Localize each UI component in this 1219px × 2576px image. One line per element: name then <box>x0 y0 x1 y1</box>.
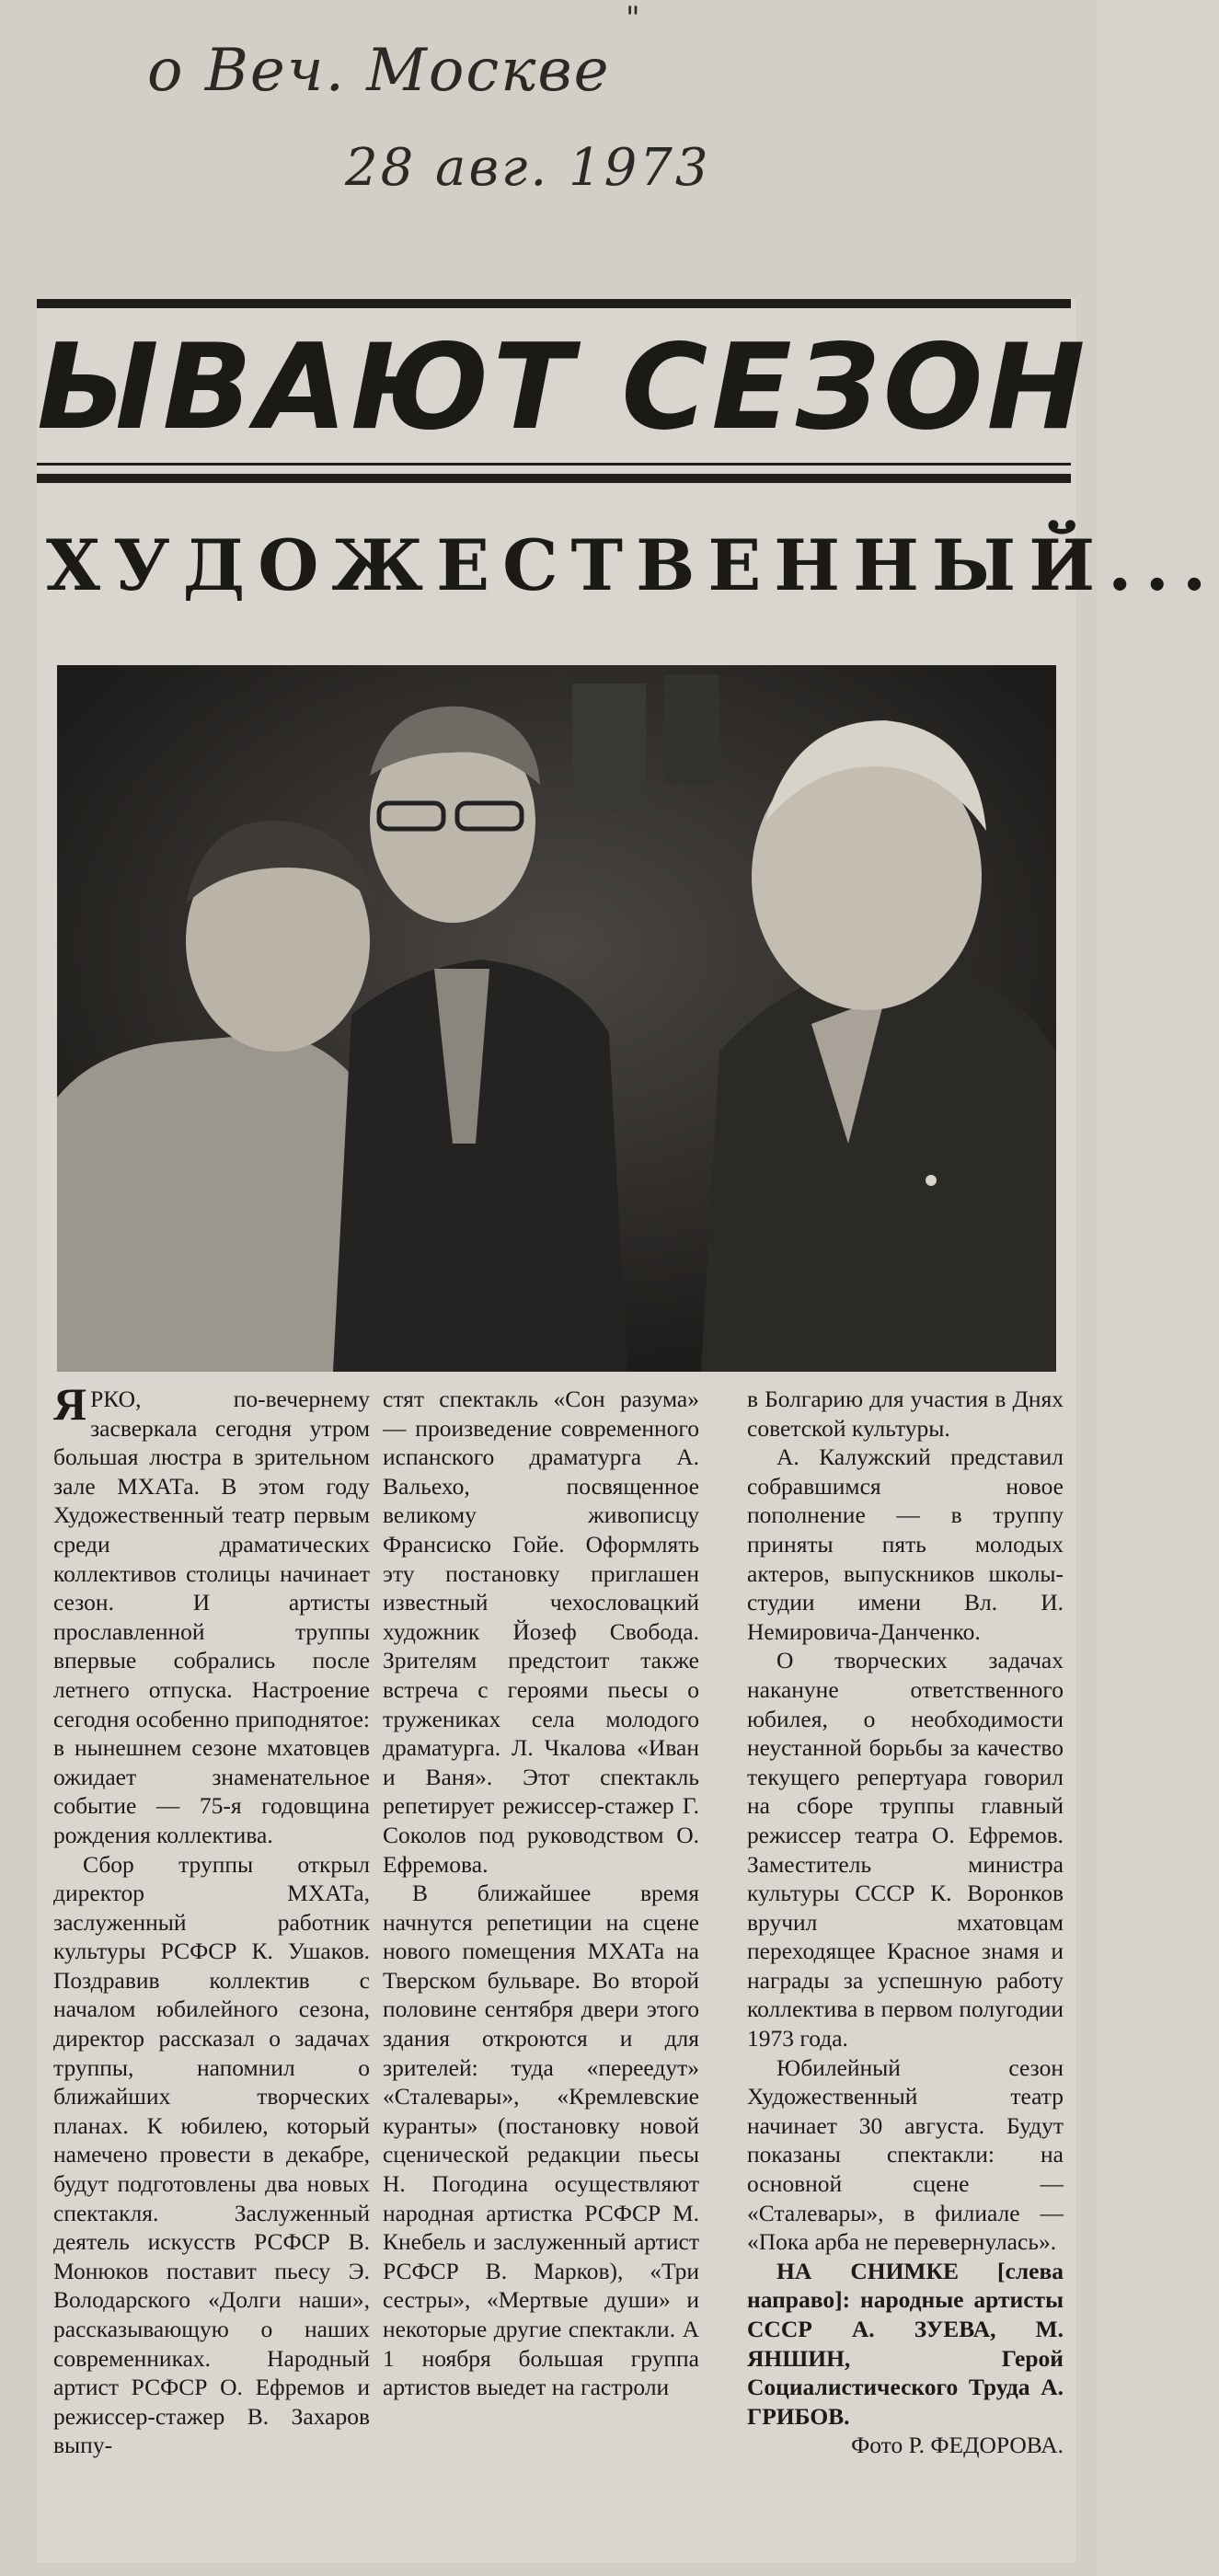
photo-caption: НА СНИМКЕ [слева направо]: народные артисты СССР А. ЗУЕВА, М. ЯНШИН, Герой Социалистического Труда А. ГРИБОВ. <box>747 2257 1064 2430</box>
handwritten-date: 28 авг. 1973 <box>345 138 711 198</box>
article-column-2 <box>383 1385 699 2535</box>
paragraph: Юбилейный сезон Художественный театр начинает 30 августа. Будут показаны спектакли: на основной сцене — «Сталевары», в филиале — «Пока арба не перевернулась». <box>747 2053 1064 2256</box>
handwritten-mark: " <box>626 0 640 37</box>
paragraph: А. Калужский представил собравшимся новое пополнение — в труппу приняты пять молодых актеров, выпускников школы-студии имени Вл. И. Немировича-Данченко. <box>747 1443 1064 1645</box>
photo-image <box>57 665 1056 1372</box>
headline: ЫВАЮТ СЕЗОН <box>37 319 1089 456</box>
drop-cap: Я <box>53 1378 87 1430</box>
paragraph: Сбор труппы открыл директор МХАТа, заслуженный работник культуры РСФСР К. Ушаков. Поздравив коллектив с началом юбилейного сезона, директор рассказал о задачах труппы, напомнил о ближайших творческих планах. К юбилею, который намечено провести в декабре, будут подготовлены два новых спектакля. Заслуженный деятель искусств РСФСР В. Монюков поставит пьесу Э. Володарского «Долги наши», рассказывающую о наших современниках. Народный артист РСФСР О. Ефремов и режиссер-стажер В. Захаров выпу- <box>53 1850 370 2459</box>
paragraph-text: РКО, по-вечернему засверкала сегодня утром большая люстра в зрительном зале МХАТа. В этом году Художественный театр первым среди драматических коллективов столицы начинает сезон. И артисты прославленной труппы впервые собрались после летнего отпуска. Настроение сегодня особенно приподнятое: в нынешнем сезоне мхатовцев ожидает знаменательное событие — 75-я годовщина рождения коллектива. <box>53 1386 370 1848</box>
headline-rule-heavy <box>37 474 1071 483</box>
handwritten-source: о Веч. Москве <box>147 37 611 105</box>
newspaper-clipping <box>37 299 1219 2562</box>
paragraph <box>53 1378 370 1850</box>
article-column-3 <box>747 1385 1064 2535</box>
article-column-1 <box>53 1378 370 2535</box>
paragraph: В ближайшее время начнутся репетиции на сцене нового помещения МХАТа на Тверском бульваре. Во второй половине сентября двери этого здания откроются и для зрителей: туда «переедут» «Сталевары», «Кремлевские куранты» (постановку новой сценической редакции пьесы Н. Погодина осуществляют народная артистка РСФСР М. Кнебель и заслуженный артист РСФСР В. Марков), «Три сестры», «Мертвые души» и некоторые другие спектакли. А 1 ноября большая группа артистов выедет на гастроли <box>383 1880 699 2401</box>
subheadline: ХУДОЖЕСТВЕННЫЙ... <box>46 524 1219 606</box>
headline-rule-thin <box>37 463 1071 466</box>
article <box>37 1378 1067 2535</box>
paragraph: в Болгарию для участия в Днях советской культуры. <box>747 1386 1064 1442</box>
top-rule <box>37 299 1071 308</box>
paragraph: стят спектакль «Сон разума» — произведение современного испанского драматурга А. Вальехо, посвященное великому живописцу Франсиско Гойе. Оформлять эту постановку приглашен известный чехословацкий художник Йозеф Свобода. Зрителям предстоит также встреча с героями пьесы о тружениках села молодого драматурга. Л. Чкалова «Иван и Ваня». Этот спектакль репетирует режиссер-стажер Г. Соколов под руководством О. Ефремова. <box>383 1386 699 1878</box>
photo <box>57 665 1056 1372</box>
photo-credit: Фото Р. ФЕДОРОВА. <box>851 2432 1064 2459</box>
paragraph: О творческих задачах накануне ответственного юбилея, о необходимости неустанной борьбы за качество текущего репертуара говорил на сборе труппы главный режиссер театра О. Ефремов. Заместитель министра культуры СССР К. Воронков вручил мхатовцам переходящее Красное знамя и награды за успешную работу коллектива в первом полугодии 1973 года. <box>747 1647 1064 2053</box>
